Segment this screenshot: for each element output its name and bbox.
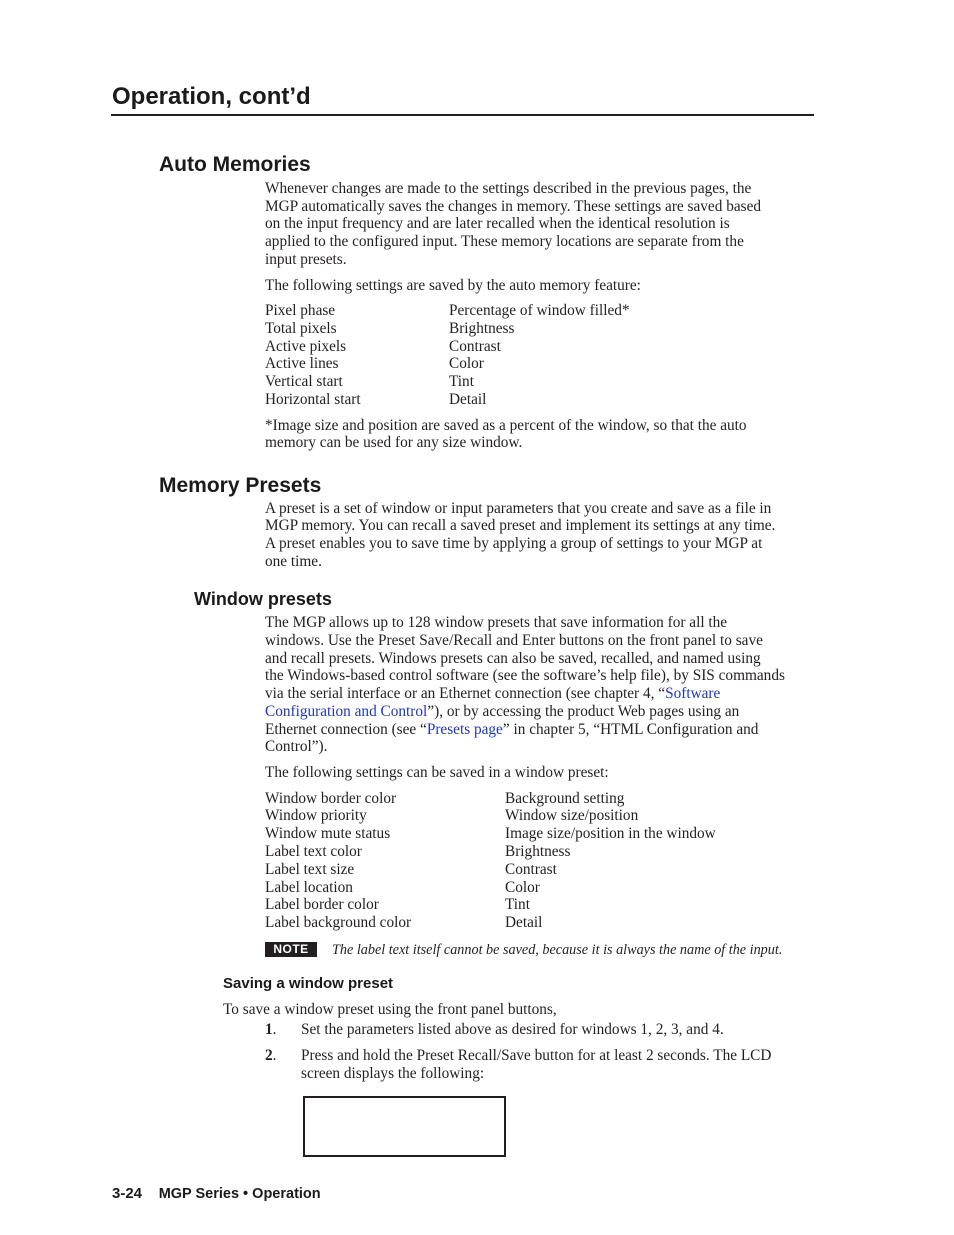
text-line: Control”).: [265, 738, 328, 755]
window-presets-heading: Window presets: [194, 589, 332, 609]
note-text: The label text itself cannot be saved, because it is always the name of the input.: [332, 942, 783, 958]
text-span: Ethernet connection (see “: [265, 721, 427, 738]
list-item: Background setting: [505, 790, 625, 807]
saving-heading: Saving a window preset: [223, 975, 394, 992]
window-preset-list-intro: The following settings can be saved in a window preset:: [265, 764, 609, 781]
text-line: [265, 703, 739, 721]
list-item: Label text size: [265, 861, 355, 878]
text-line: memory can be used for any size window.: [265, 434, 523, 451]
auto-memory-list-intro: The following settings are saved by the auto memory feature:: [265, 277, 641, 294]
text-line: [265, 721, 758, 739]
note-badge: NOTE: [265, 942, 317, 957]
text-span: ” in chapter 5, “HTML Configuration and: [502, 721, 759, 738]
page-number: 3-24: [112, 1185, 143, 1202]
page-footer: [112, 1185, 321, 1202]
list-item: Contrast: [449, 338, 501, 355]
list-item: Label location: [265, 879, 353, 896]
step-text: Set the parameters listed above as desired for windows 1, 2, 3, and 4.: [301, 1021, 724, 1038]
list-item: Label border color: [265, 896, 379, 913]
text-line: The MGP allows up to 128 window presets that save information for all the: [265, 614, 728, 631]
text-line: on the input frequency and are later recalled when the identical resolution is: [265, 215, 730, 232]
lcd-display-box: [303, 1096, 506, 1157]
auto-memories-heading: Auto Memories: [159, 153, 311, 176]
list-item: Active pixels: [265, 338, 347, 355]
page-header-title: Operation, cont’d: [112, 83, 311, 110]
list-item: Color: [449, 355, 484, 372]
text-line: and recall presets. Windows presets can also be saved, recalled, and named using: [265, 650, 761, 667]
list-item: Tint: [505, 896, 530, 913]
list-item: Brightness: [449, 320, 515, 337]
text-line: MGP memory. You can recall a saved preset and implement its settings at any time.: [265, 517, 776, 534]
text-line: MGP automatically saves the changes in memory. These settings are saved based: [265, 198, 762, 215]
list-item: Color: [505, 879, 540, 896]
step-text: screen displays the following:: [301, 1065, 485, 1082]
step-text: Press and hold the Preset Recall/Save button for at least 2 seconds. The LCD: [301, 1047, 772, 1064]
step-number: 1.: [265, 1021, 277, 1038]
list-item: Image size/position in the window: [505, 825, 716, 842]
list-item: Horizontal start: [265, 391, 361, 408]
list-item: Window size/position: [505, 807, 639, 824]
step-number: 2.: [265, 1047, 277, 1064]
list-item: Label text color: [265, 843, 362, 860]
text-span: via the serial interface or an Ethernet connection (see chapter 4, “: [265, 685, 666, 702]
list-item: Window border color: [265, 790, 397, 807]
list-item: Detail: [505, 914, 543, 931]
list-item: Detail: [449, 391, 487, 408]
text-line: A preset is a set of window or input parameters that you create and save as a file in: [265, 500, 772, 517]
list-item: Pixel phase: [265, 302, 336, 319]
text-line: input presets.: [265, 251, 347, 268]
text-line: windows. Use the Preset Save/Recall and Enter buttons on the front panel to save: [265, 632, 763, 649]
header-rule: [111, 114, 814, 116]
list-item: Brightness: [505, 843, 571, 860]
text-line: *Image size and position are saved as a percent of the window, so that the auto: [265, 417, 747, 434]
list-item: Active lines: [265, 355, 339, 372]
text-line: one time.: [265, 553, 322, 570]
text-line: [265, 685, 720, 703]
software-config-link-cont[interactable]: Configuration and Control: [265, 703, 428, 720]
footer-title: MGP Series • Operation: [158, 1186, 321, 1202]
text-line: A preset enables you to save time by applying a group of settings to your MGP at: [265, 535, 763, 552]
presets-page-link[interactable]: Presets page: [426, 721, 503, 738]
text-span: ”), or by accessing the product Web pages using an: [427, 703, 740, 720]
list-item: Vertical start: [265, 373, 343, 390]
list-item: Window priority: [265, 807, 367, 824]
memory-presets-heading: Memory Presets: [159, 474, 322, 497]
list-item: Contrast: [505, 861, 557, 878]
software-config-link[interactable]: Software: [665, 685, 721, 702]
list-item: Tint: [449, 373, 474, 390]
list-item: Total pixels: [265, 320, 337, 337]
list-item: Label background color: [265, 914, 412, 931]
text-line: Whenever changes are made to the settings described in the previous pages, the: [265, 180, 752, 197]
text-line: the Windows-based control software (see the software’s help file), by SIS commands: [265, 667, 785, 684]
saving-intro: To save a window preset using the front panel buttons,: [223, 1001, 557, 1018]
list-item: Window mute status: [265, 825, 391, 842]
list-item: Percentage of window filled*: [449, 302, 630, 319]
text-line: applied to the configured input. These memory locations are separate from the: [265, 233, 744, 250]
